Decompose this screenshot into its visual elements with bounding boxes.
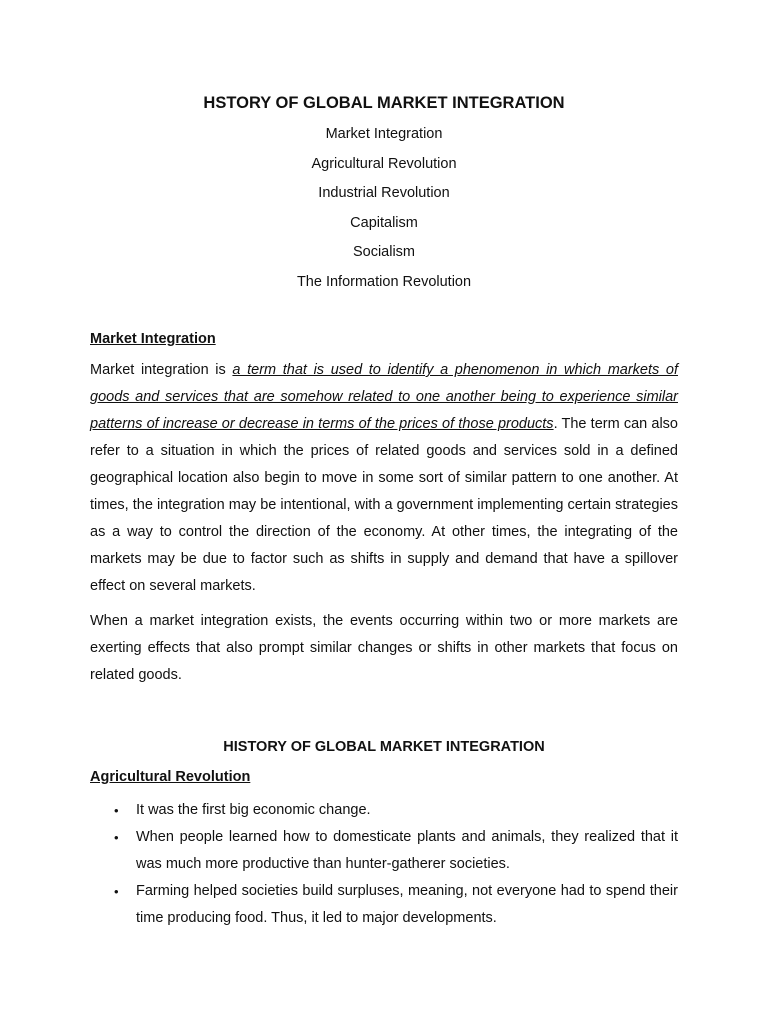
toc-item: Market Integration xyxy=(325,126,443,142)
paragraph-market-integration-definition xyxy=(90,357,678,600)
list-item-text: Farming helped societies build surpluses, meaning, not everyone had to spend their time producing food. Thus, it led to major developments. xyxy=(136,883,678,926)
paragraph-continuation: . The term can also refer to a situation in which the prices of related goods and services sold in a defined geographical location also begin to move in some sort of similar pattern to one another. At times, the integration may be intentional, with a government implementing certain strategies as a way to control the direction of the economy. At other times, the integrating of the markets may be due to factor such as shifts in supply and demand that have a spillover effect on several markets. xyxy=(90,416,678,594)
bullet-list xyxy=(90,797,678,932)
list-item xyxy=(90,824,678,878)
subheading-agricultural-revolution: Agricultural Revolution xyxy=(90,769,251,785)
list-item xyxy=(90,878,678,932)
bullet-icon: • xyxy=(114,803,119,818)
paragraph-lead: Market integration is xyxy=(90,362,233,378)
toc-item: Socialism xyxy=(352,244,416,260)
document-title: HSTORY OF GLOBAL MARKET INTEGRATION xyxy=(203,94,565,112)
toc-item: Agricultural Revolution xyxy=(311,155,457,172)
bullet-icon: • xyxy=(114,884,119,899)
toc-item: Industrial Revolution xyxy=(318,185,450,201)
bullet-icon: • xyxy=(114,830,119,845)
toc-item: Capitalism xyxy=(350,214,418,231)
section-heading-history: HISTORY OF GLOBAL MARKET INTEGRATION xyxy=(223,739,545,755)
section-heading-market-integration: Market Integration xyxy=(90,331,216,347)
list-item-text: It was the first big economic change. xyxy=(136,802,371,818)
list-item xyxy=(90,797,678,824)
table-of-contents xyxy=(90,124,678,301)
toc-item: The Information Revolution xyxy=(296,273,472,290)
paragraph-market-integration-effects: When a market integration exists, the events occurring within two or more markets are exerting effects that also prompt similar changes or shifts in other markets that focus on related goods. xyxy=(90,613,678,683)
list-item-text: When people learned how to domesticate plants and animals, they realized that it was much more productive than hunter-gatherer societies. xyxy=(136,829,678,872)
definition-emphasis: a term that is used to identify a phenomenon in which markets of goods and services that are somehow related to one another being to experience similar patterns of increase or decrease in terms of the prices of those products xyxy=(90,362,678,432)
